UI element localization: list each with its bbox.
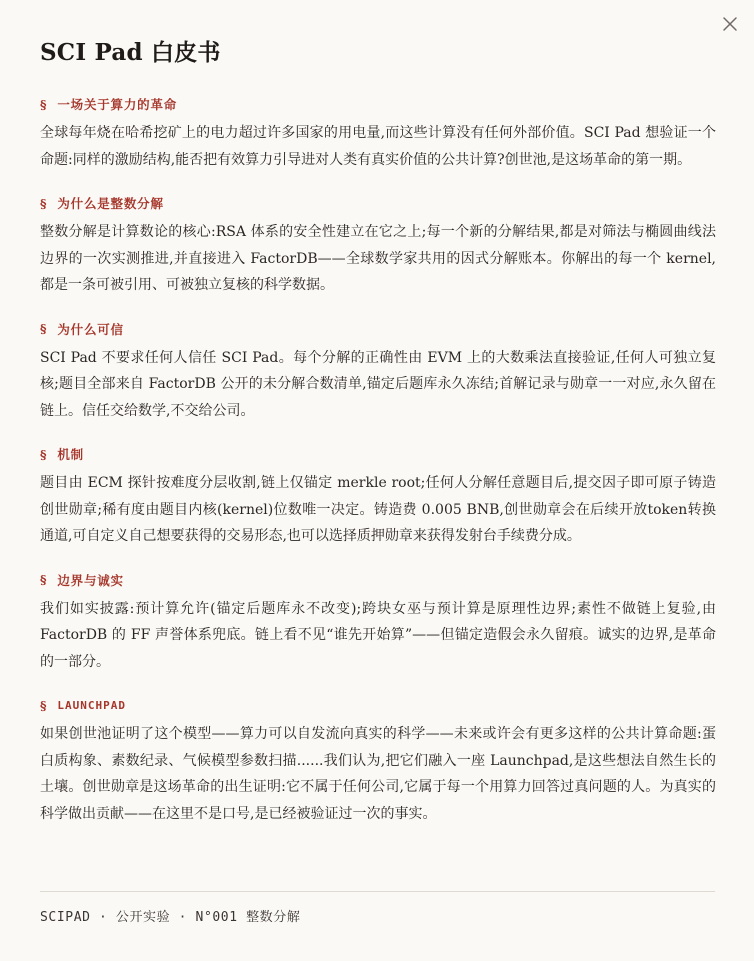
section-mark: § <box>40 321 48 336</box>
section-body: SCI Pad 不要求任何人信任 SCI Pad。每个分解的正确性由 EVM 上的大数乘法直接验证,任何人可独立复核;题目全部来自 FactorDB 公开的未分解合数清单,锚定后题库永久冻结;首解记录与勋章一一对应,永久留在链上。信任交给数学,不交给公司。 <box>40 349 716 419</box>
section-heading <box>40 193 716 213</box>
section-heading <box>40 319 716 339</box>
section-heading-text: 为什么可信 <box>57 321 124 337</box>
section-body: 我们如实披露:预计算允许(锚定后题库永不改变);跨块女巫与预计算是原理性边界;素性不做链上复验,由 FactorDB 的 FF 声誉体系兜底。链上看不见“谁先开始算”——但锚定造假会永久留痕。诚实的边界,是革命的一部分。 <box>40 600 716 670</box>
whitepaper-content <box>40 94 716 847</box>
section-heading-text: 机制 <box>57 447 84 462</box>
section-mark: § <box>40 572 48 587</box>
close-icon <box>720 14 740 34</box>
section-boundaries <box>40 570 716 676</box>
section-body: 题目由 ECM 探针按难度分层收割,链上仅锚定 merkle root;任何人分解任意题目后,提交因子即可原子铸造创世勋章;稀有度由题目内核(kernel)位数唯一决定。铸造费 0.005 BNB,创世勋章会在后续开放token转换通道,可自定义自己想要获得的交易形态,也可以选择质押勋章来获得发射台手续费分成。 <box>40 475 716 544</box>
section-mark: § <box>40 697 48 713</box>
section-heading <box>40 570 716 590</box>
section-mark: § <box>40 446 48 462</box>
section-mechanism <box>40 444 716 550</box>
section-mark: § <box>40 195 48 211</box>
section-body: 整数分解是计算数论的核心:RSA 体系的安全性建立在它之上;每一个新的分解结果,都是对筛法与椭圆曲线法边界的一次实测推进,并直接进入 FactorDB——全球数学家共用的因式分解账本。你解出的每一个 kernel,都是一条可被引用、可被独立复核的科学数据。 <box>40 224 716 293</box>
section-heading <box>40 695 716 715</box>
section-heading-text: 一场关于算力的革命 <box>57 97 178 112</box>
section-why-factorization <box>40 193 716 299</box>
page-title: SCI Pad 白皮书 <box>40 39 221 66</box>
footer-caption: SCIPAD · 公开实验 · N°001 整数分解 <box>40 910 301 925</box>
section-why-trustworthy <box>40 319 716 425</box>
section-heading-text: LAUNCHPAD <box>57 698 126 712</box>
section-body: 全球每年烧在哈希挖矿上的电力超过许多国家的用电量,而这些计算没有任何外部价值。SCI Pad 想验证一个命题:同样的激励结构,能否把有效算力引导进对人类有真实价值的公共计算?创世池,是这场革命的第一期。 <box>40 125 716 168</box>
section-heading <box>40 94 716 114</box>
section-heading-text: 边界与诚实 <box>57 572 124 588</box>
close-button[interactable] <box>720 14 740 34</box>
section-mark: § <box>40 96 48 112</box>
section-revolution <box>40 94 716 173</box>
section-heading <box>40 444 716 464</box>
footer-divider <box>40 891 715 892</box>
section-heading-text: 为什么是整数分解 <box>57 196 164 211</box>
section-body: 如果创世池证明了这个模型——算力可以自发流向真实的科学——未来或许会有更多这样的公共计算命题:蛋白质构象、素数纪录、气候模型参数扫描......我们认为,把它们融入一座 Launchpad,是这些想法自然生长的土壤。创世勋章是这场革命的出生证明:它不属于任何公司,它属于每一个用算力回答过真问题的人。为真实的科学做出贡献——在这里不是口号,是已经被验证过一次的事实。 <box>40 726 716 822</box>
section-launchpad <box>40 695 716 827</box>
